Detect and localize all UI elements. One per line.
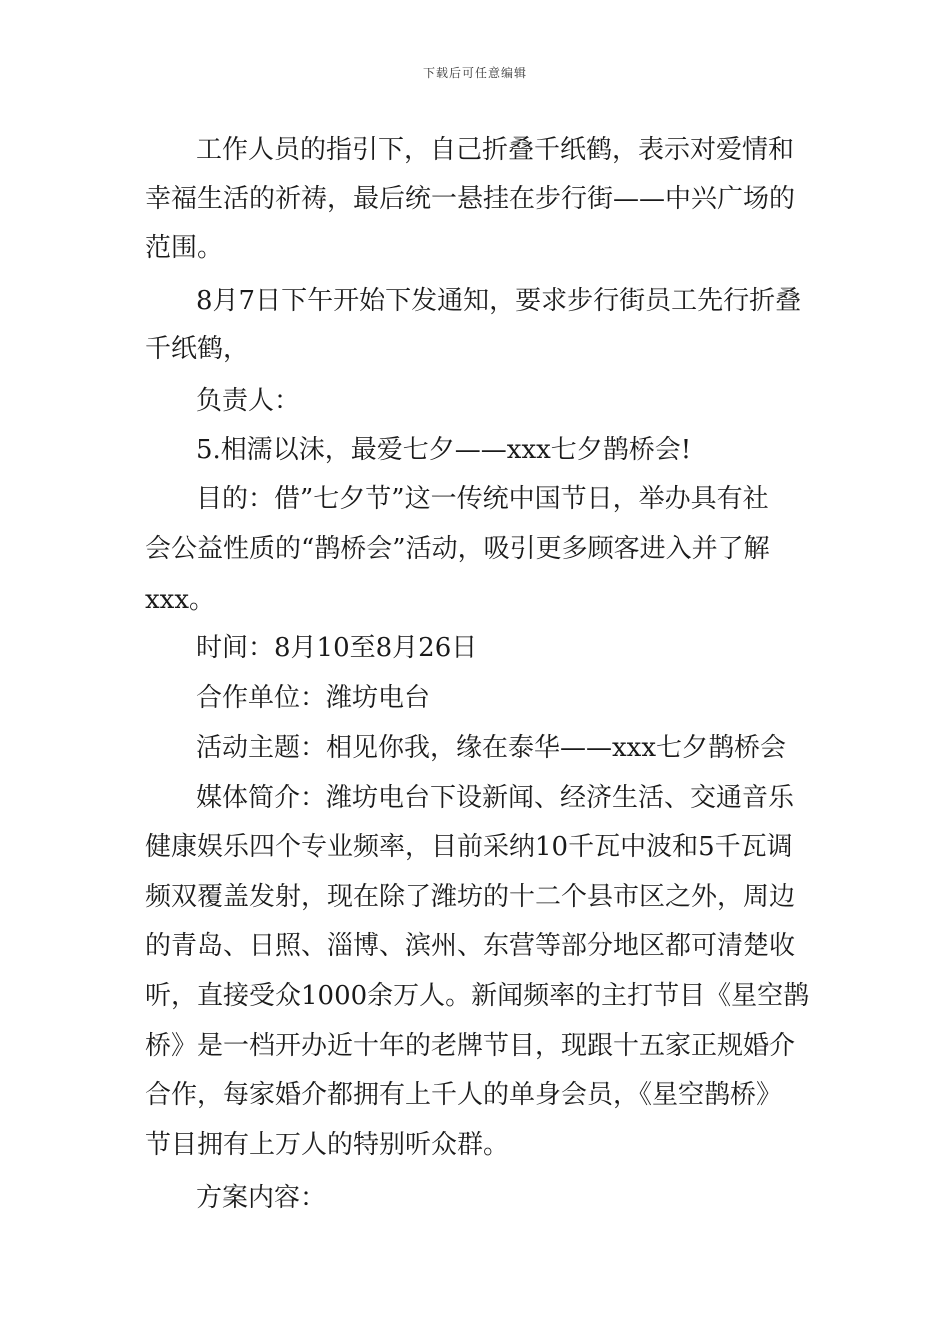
text-line: 工作人员的指引下，自己折叠千纸鹤，表示对爱情和 [196,135,795,165]
text-line: 桥》是一档开办近十年的老牌节目，现跟十五家正规婚介 [145,1031,796,1061]
text-line: 会公益性质的“鹊桥会”活动，吸引更多顾客进入并了解 [145,534,770,564]
text-line: 幸福生活的祈祷，最后统一悬挂在步行街——中兴广场的 [145,184,796,214]
text-line: 频双覆盖发射，现在除了潍坊的十二个县市区之外，周边 [145,882,796,912]
text-line: 健康娱乐四个专业频率，目前采纳10千瓦中波和5千瓦调 [145,832,793,862]
text-line: 节目拥有上万人的特别听众群。 [145,1130,510,1160]
text-line: 合作单位：潍坊电台 [196,683,431,713]
page-header: 下载后可任意编辑 [422,66,527,80]
text-line: 活动主题：相见你我，缘在泰华——xxx七夕鹊桥会 [196,733,786,763]
text-line: 听，直接受众1000余万人。新闻频率的主打节目《星空鹊 [145,981,810,1011]
text-line: 目的：借”七夕节”这一传统中国节日，举办具有社 [196,484,769,514]
text-line: 负责人： [196,386,301,416]
text-line: 时间：8月10至8月26日 [196,633,478,663]
text-line: 8月7日下午开始下发通知，要求步行街员工先行折叠 [196,286,802,316]
text-line: 千纸鹤， [145,334,250,364]
text-line: 方案内容： [196,1183,327,1213]
text-line: 范围。 [145,233,224,263]
text-line: 的青岛、日照、淄博、滨州、东营等部分地区都可清楚收 [145,931,796,961]
text-line: 合作，每家婚介都拥有上千人的单身会员，《星空鹊桥》 [145,1080,783,1110]
text-line: xxx。 [145,585,215,615]
text-line: 媒体简介：潍坊电台下设新闻、经济生活、交通音乐 [196,783,795,813]
section-heading: 5.相濡以沫，最爱七夕——xxx七夕鹊桥会! [196,435,692,465]
